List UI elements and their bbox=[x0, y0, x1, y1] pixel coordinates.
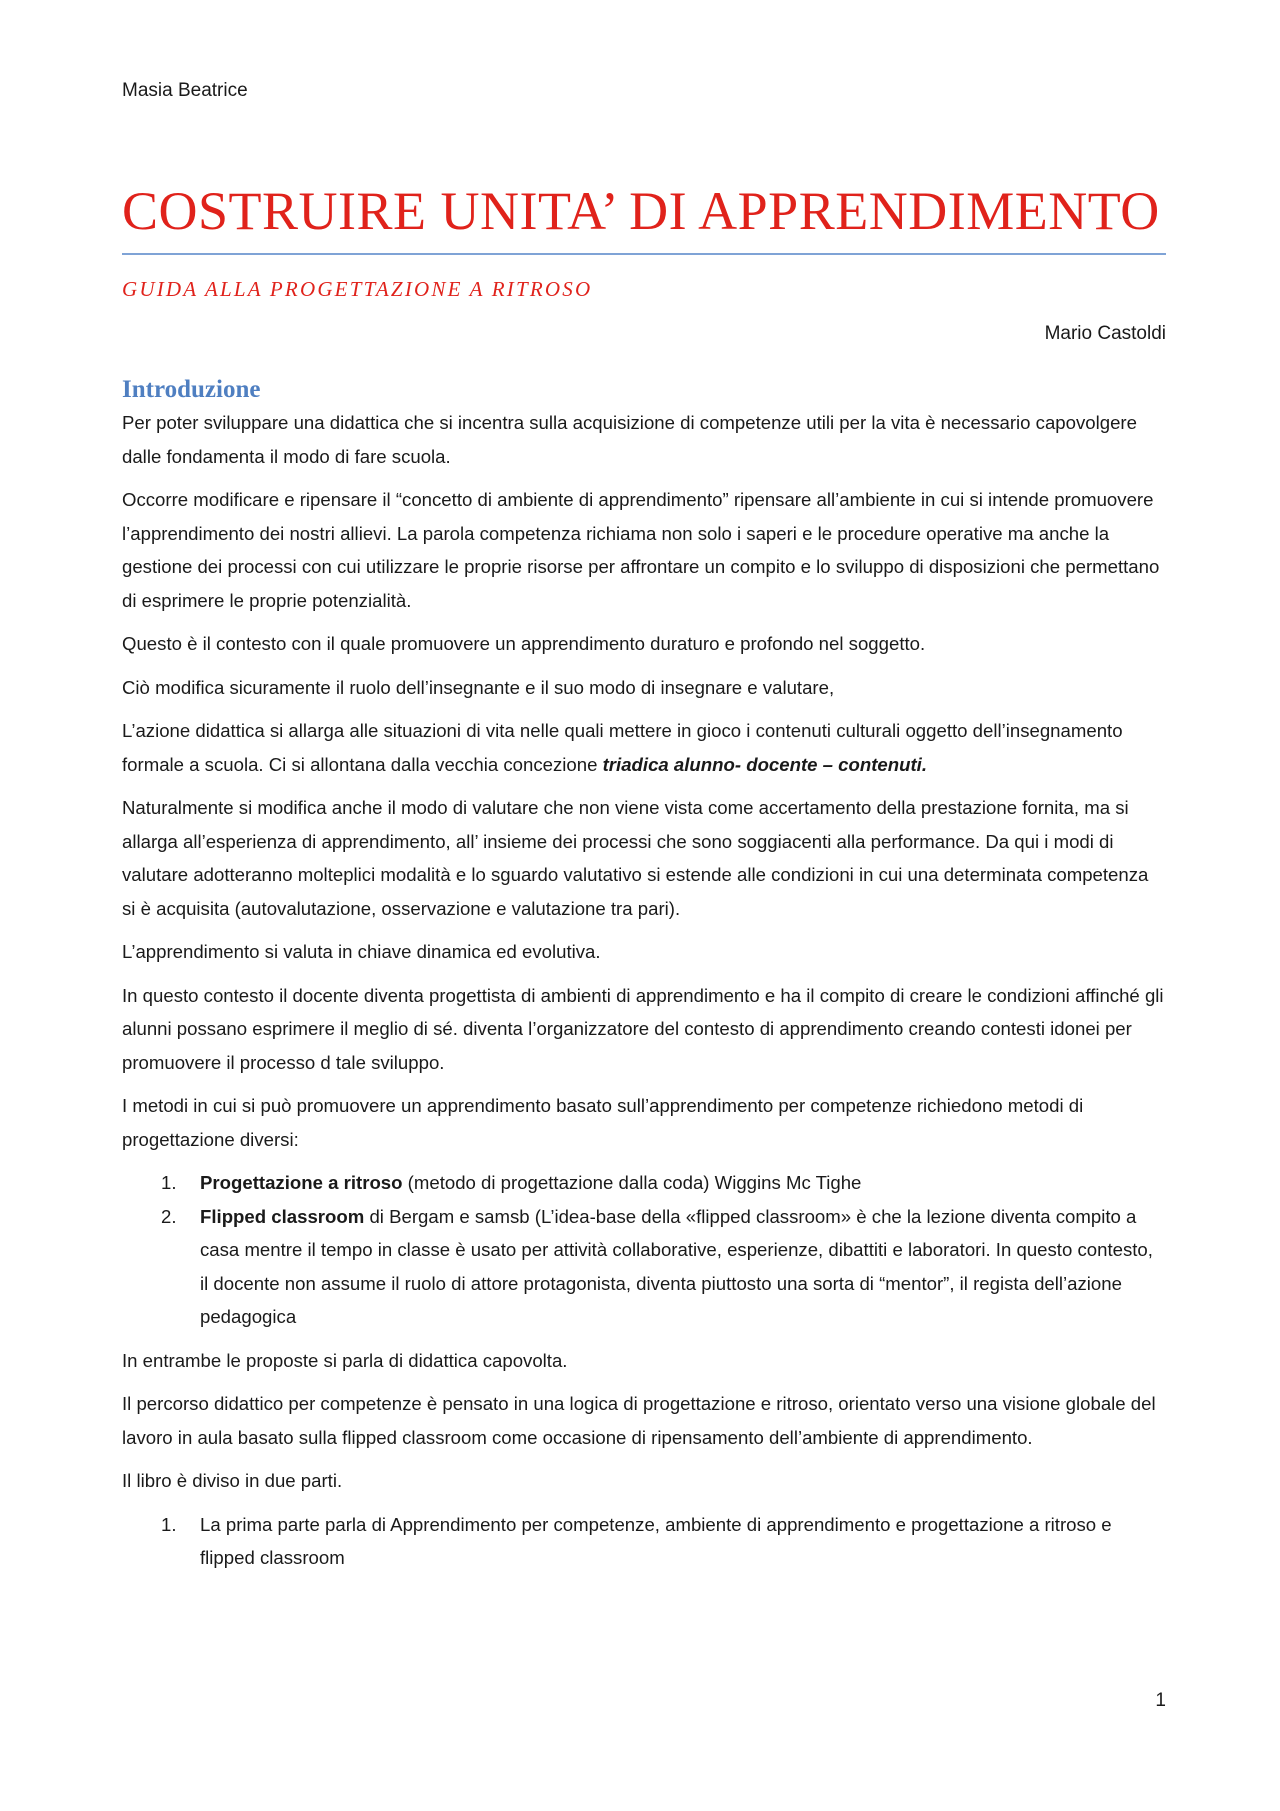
book-parts-list bbox=[122, 1508, 1166, 1575]
paragraph bbox=[122, 714, 1166, 781]
paragraph: Il libro è diviso in due parti. bbox=[122, 1470, 343, 1491]
list-item-text: (metodo di progettazione dalla coda) Wiggins Mc Tighe bbox=[402, 1172, 862, 1193]
page-number: 1 bbox=[1155, 1690, 1166, 1711]
list-item-bold: Flipped classroom bbox=[200, 1205, 365, 1227]
emphasized-text: triadica alunno- docente – contenuti. bbox=[602, 753, 928, 775]
document-subtitle: GUIDA ALLA PROGETTAZIONE A RITROSO bbox=[122, 277, 593, 301]
book-author: Mario Castoldi bbox=[1044, 323, 1166, 344]
paragraph: In questo contesto il docente diventa progettista di ambienti di apprendimento e ha il compito di creare le condizioni affinché gli alunni possano esprimere il meglio di sé. diventa l’organizzatore del contesto di apprendimento creando contesti idonei per promuovere il processo d tale sviluppo. bbox=[122, 984, 1164, 1073]
list-item-bold: Progettazione a ritroso bbox=[200, 1172, 403, 1193]
page-content bbox=[122, 78, 1166, 1585]
list-number: 1. bbox=[161, 1513, 177, 1535]
list-item-text: La prima parte parla di Apprendimento per competenze, ambiente di apprendimento e progettazione a ritroso e flipped classroom bbox=[200, 1513, 1112, 1568]
paragraph: In entrambe le proposte si parla di didattica capovolta. bbox=[122, 1349, 568, 1371]
title-underline bbox=[122, 253, 1166, 255]
list-item-text: di Bergam e samsb (L’idea-base della «flipped classroom» è che la lezione diventa compito a casa mentre il tempo in classe è usato per attività collaborative, esperienze, dibattiti e laboratori. In questo contesto, il docente non assume il ruolo di attore protagonista, diventa piuttosto una sorta di “mentor”, il regista dell’azione pedagogica bbox=[200, 1205, 1153, 1327]
paragraph: I metodi in cui si può promuovere un apprendimento basato sull’apprendimento per competenze richiedono metodi di progettazione diversi: bbox=[122, 1095, 1084, 1150]
paragraph-text: L’azione didattica si allarga alle situazioni di vita nelle quali mettere in gioco i contenuti culturali oggetto dell’insegnamento formale a scuola. Ci si allontana dalla vecchia concezione bbox=[122, 720, 1123, 775]
paragraph: Il percorso didattico per competenze è pensato in una logica di progettazione e ritroso, orientato verso una visione globale del lavoro in aula basato sulla flipped classroom come occasione di ripensamento dell’ambiente di apprendimento. bbox=[122, 1393, 1156, 1448]
document-title: COSTRUIRE UNITA’ DI APPRENDIMENTO bbox=[122, 181, 1160, 241]
methods-list bbox=[122, 1166, 1166, 1334]
paragraph: Occorre modificare e ripensare il “concetto di ambiente di apprendimento” ripensare all’ambiente in cui si intende promuovere l’apprendimento dei nostri allievi. La parola competenza richiama non solo i saperi e le procedure operative ma anche la gestione dei processi con cui utilizzare le proprie risorse per affrontare un compito e lo sviluppo di disposizioni che permettano di esprimere le proprie potenzialità. bbox=[122, 489, 1160, 611]
list-number: 2. bbox=[161, 1205, 177, 1227]
paragraph: L’apprendimento si valuta in chiave dinamica ed evolutiva. bbox=[122, 941, 601, 962]
list-item bbox=[122, 1200, 1166, 1334]
paragraph: Questo è il contesto con il quale promuovere un apprendimento duraturo e profondo nel soggetto. bbox=[122, 633, 926, 654]
list-item bbox=[122, 1508, 1166, 1575]
paragraph: Naturalmente si modifica anche il modo di valutare che non viene vista come accertamento della prestazione fornita, ma si allarga all’esperienza di apprendimento, all’ insieme dei processi che sono soggiacenti alla performance. Da qui i modi di valutare adotteranno molteplici modalità e lo sguardo valutativo si estende alle condizioni in cui una determinata competenza si è acquisita (autovalutazione, osservazione e valutazione tra pari). bbox=[122, 797, 1149, 919]
paragraph: Ciò modifica sicuramente il ruolo dell’insegnante e il suo modo di insegnare e valutare, bbox=[122, 676, 835, 698]
section-heading: Introduzione bbox=[122, 376, 261, 403]
list-item bbox=[122, 1166, 1166, 1200]
paragraph: Per poter sviluppare una didattica che si incentra sulla acquisizione di competenze utili per la vita è necessario capovolgere dalle fondamenta il modo di fare scuola. bbox=[122, 412, 1137, 467]
list-number: 1. bbox=[161, 1172, 177, 1193]
document-author: Masia Beatrice bbox=[122, 80, 248, 101]
